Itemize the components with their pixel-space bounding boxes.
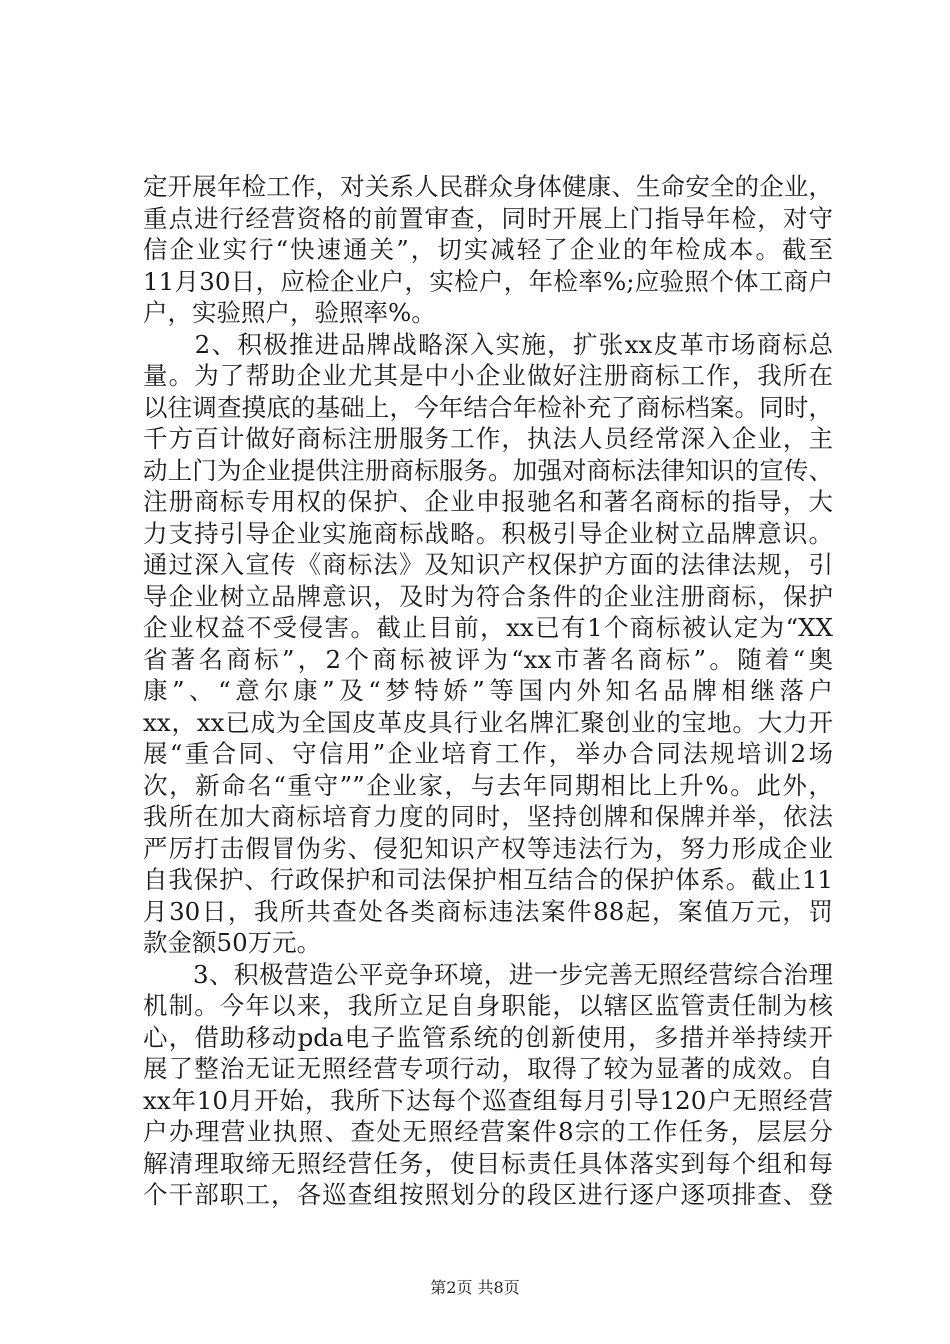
text-line: xx，xx已成为全国皮革皮具行业名牌汇聚创业的宝地。大力开 [143,707,833,737]
text-line: xx年10月开始，我所下达每个巡查组每月引导120户无照经营 [143,1085,833,1115]
text-line: 次，新命名“重守””企业家，与去年同期相比上升%。此外， [143,770,833,800]
page-footer: 第2页 共8页 [430,1278,520,1297]
text-line: 个干部职工，各巡查组按照划分的段区进行逐户逐项排查、登 [143,1180,833,1209]
text-line: 心，借助移动pda电子监管系统的创新使用，多措并举持续开 [143,1022,833,1052]
text-line: 月30日，我所共查处各类商标违法案件88起，案值万元，罚 [143,896,833,926]
text-line: 以往调查摸底的基础上，今年结合年检补充了商标档案。同时， [143,392,833,422]
text-line: 千方百计做好商标注册服务工作，执法人员经常深入企业，主 [143,424,833,453]
text-line: 11月30日，应检企业户，实检户，年检率%;应验照个体工商户 [143,266,833,296]
text-line: 注册商标专用权的保护、企业申报驰名和著名商标的指导，大 [143,487,833,516]
text-line: 展了整治无证无照经营专项行动，取得了较为显著的成效。自 [143,1054,833,1083]
text-line: 量。为了帮助企业尤其是中小企业做好注册商标工作，我所在 [143,361,833,390]
text-line: 户办理营业执照、查处无照经营案件8宗的工作任务，层层分 [143,1117,833,1146]
text-line: 严厉打击假冒伪劣、侵犯知识产权等违法行为，努力形成企业 [143,833,833,863]
text-line: 解清理取缔无照经营任务，使目标责任具体落实到每个组和每 [143,1148,833,1178]
text-line: 3、积极营造公平竞争环境，进一步完善无照经营综合治理 [143,959,833,989]
text-line: 重点进行经营资格的前置审查，同时开展上门指导年检，对守 [143,203,833,233]
text-line: 2、积极推进品牌战略深入实施，扩张xx皮革市场商标总 [143,329,833,359]
text-line: 康”、“意尔康”及“梦特娇”等国内外知名品牌相继落户 [143,676,833,705]
text-line: 展“重合同、守信用”企业培育工作，举办合同法规培训2场 [143,739,833,768]
text-line: 企业权益不受侵害。截止目前，xx已有1个商标被认定为“XX [143,613,833,642]
text-line: 导企业树立品牌意识，及时为符合条件的企业注册商标，保护 [143,581,833,611]
text-line: 我所在加大商标培育力度的同时，坚持创牌和保牌并举，依法 [143,802,833,831]
text-line: 动上门为企业提供注册商标服务。加强对商标法律知识的宣传、 [143,455,833,485]
text-line: 通过深入宣传《商标法》及知识产权保护方面的法律法规，引 [143,550,833,579]
text-line: 省著名商标”，2个商标被评为“xx市著名商标”。随着“奥 [143,644,833,674]
text-line: 户，实验照户，验照率%。 [143,298,436,327]
text-line: 机制。今年以来，我所立足自身职能，以辖区监管责任制为核 [143,991,833,1020]
text-line: 力支持引导企业实施商标战略。积极引导企业树立品牌意识。 [143,518,833,548]
text-line: 款金额50万元。 [143,928,322,957]
text-line: 信企业实行“快速通关”，切实减轻了企业的年检成本。截至 [143,235,833,264]
text-line: 定开展年检工作，对关系人民群众身体健康、生命安全的企业， [143,172,833,201]
text-line: 自我保护、行政保护和司法保护相互结合的保护体系。截止11 [143,865,833,894]
